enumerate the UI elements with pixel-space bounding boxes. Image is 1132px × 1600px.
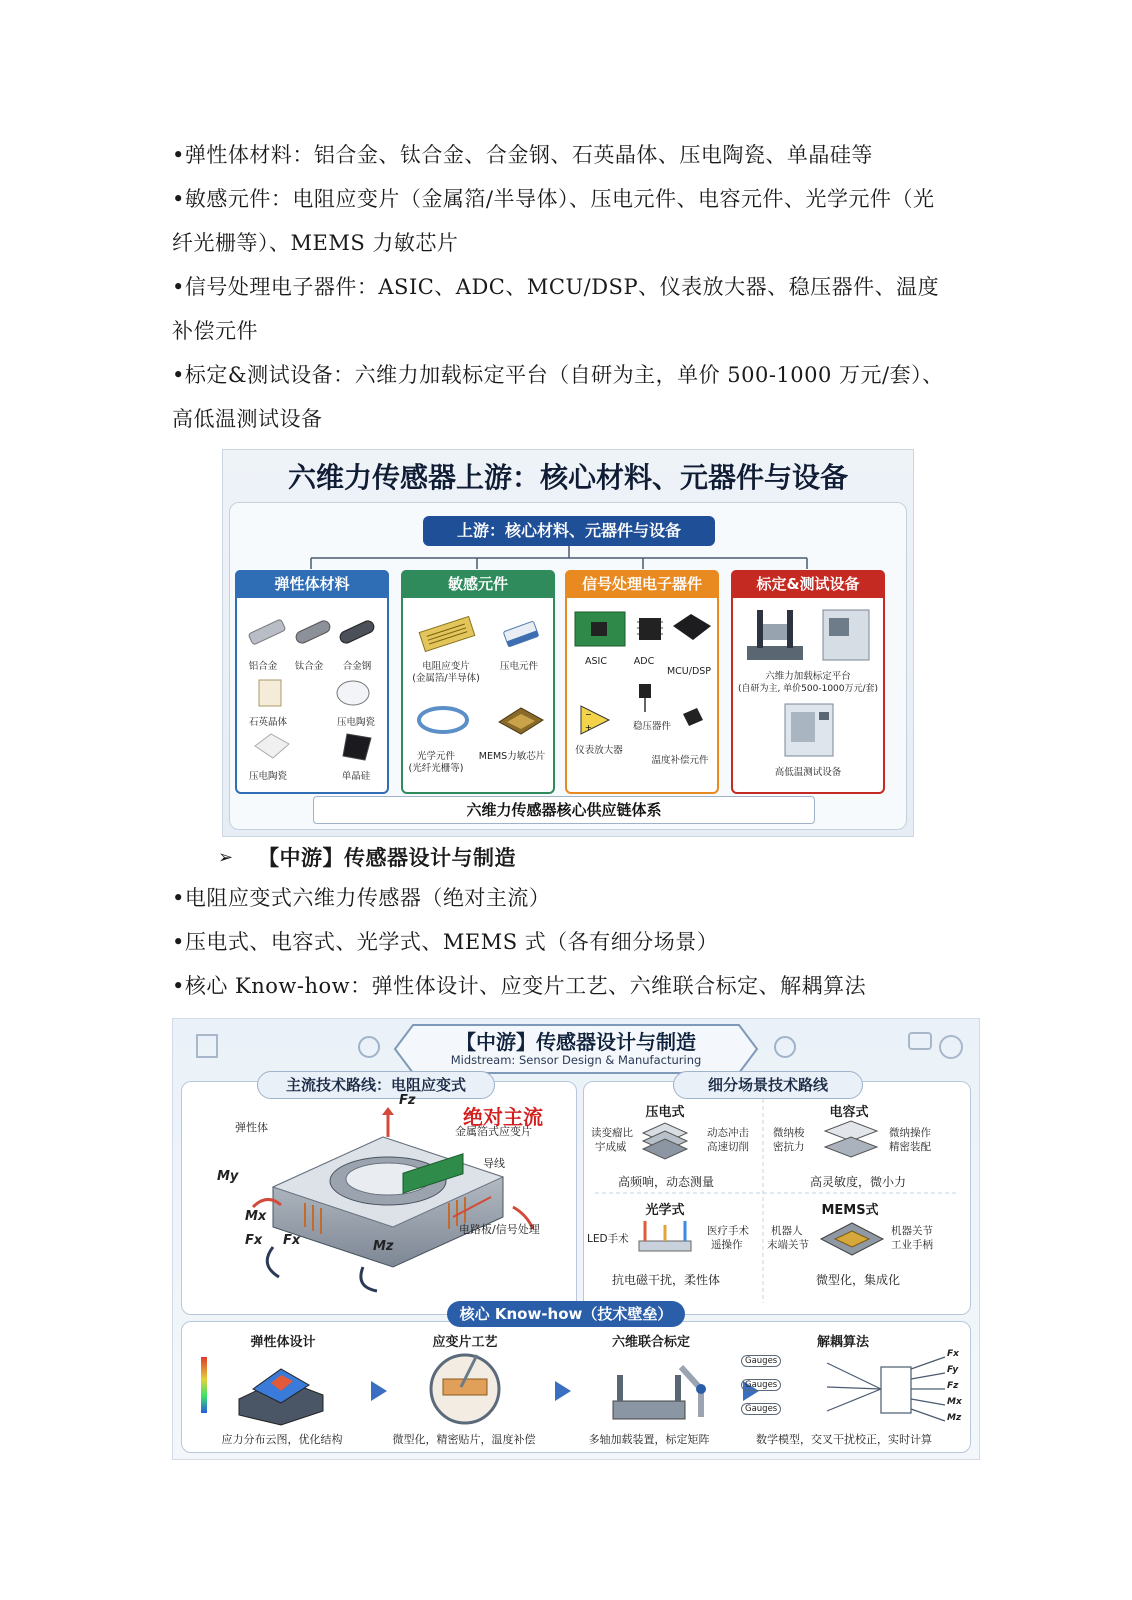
metal-rods-icon <box>245 612 381 652</box>
fig2-title: 【中游】传感器设计与制造 <box>456 1030 696 1054</box>
col-elastic-title: 弹性体材料 <box>235 570 389 598</box>
knowhow-step-name: 解耦算法 <box>816 1335 869 1350</box>
label-mx: Mx <box>245 1209 267 1224</box>
col-sensing-title: 敏感元件 <box>401 570 555 598</box>
optical-name: 光学式 <box>645 1203 685 1218</box>
calibration-platform-icon <box>743 606 877 664</box>
label-mz: Mz <box>373 1239 394 1254</box>
cap-right1: 微纳操作 <box>889 1127 931 1139</box>
cap-note: 高灵敏度，微小力 <box>809 1175 906 1189</box>
fig2-subtitle: Midstream: Sensor Design & Manufacturing <box>450 1053 702 1067</box>
chips-icon <box>573 608 713 652</box>
label-fx: Fx <box>245 1233 263 1248</box>
optical-right1: 医疗手术 <box>707 1225 749 1237</box>
col-elastic <box>235 570 389 794</box>
mainstream-highlight: 绝对主流 <box>463 1105 543 1129</box>
mems-left1: 机器人 <box>771 1225 803 1237</box>
cap-name: 电容式 <box>829 1105 869 1120</box>
output-label: Fz <box>947 1381 959 1391</box>
crystal-icon <box>257 676 377 712</box>
piezo-right2: 高速切削 <box>707 1141 749 1153</box>
midstream-figure <box>172 1018 980 1460</box>
fig1-bottom-label: 六维力传感器核心供应链体系 <box>313 796 815 824</box>
mems-left2: 末端关节 <box>767 1239 809 1251</box>
upstream-item-signal: •信号处理电子器件：ASIC、ADC、MCU/DSP、仪表放大器、稳压器件、温度 <box>172 275 940 299</box>
upstream-item-calib-cont: 高低温测试设备 <box>172 407 323 431</box>
label-fy: Fx <box>283 1233 301 1248</box>
knowhow-illustrations <box>181 1349 969 1429</box>
knowhow-step-name: 六维联合标定 <box>611 1335 690 1350</box>
output-label: Mx <box>947 1397 962 1407</box>
label-fz: Fz <box>399 1093 416 1108</box>
upstream-item-sensing: •敏感元件：电阻应变片（金属箔/半导体）、压电元件、电容元件、光学元件（光 <box>172 187 935 211</box>
svg-text:+: + <box>585 723 592 732</box>
midstream-item: •电阻应变式六维力传感器（绝对主流） <box>172 886 551 910</box>
optical-note: 抗电磁干扰，柔性体 <box>611 1273 720 1287</box>
upstream-figure <box>222 449 914 837</box>
label-wire: 导线 <box>483 1157 505 1170</box>
svg-text:−: − <box>585 710 592 719</box>
optical-right2: 遥操作 <box>711 1239 743 1251</box>
mems-right2: 工业手柄 <box>891 1239 933 1251</box>
midstream-item: •压电式、电容式、光学式、MEMS 式（各有细分场景） <box>172 930 719 954</box>
sensing-item: MEMS力敏芯片 <box>478 751 546 762</box>
sensing-item: (光纤光栅等) <box>408 763 464 774</box>
fig1-top-label: 上游：核心材料、元器件与设备 <box>423 516 715 546</box>
gauge-label: Gauges <box>741 1403 781 1415</box>
label-pcb: 电路板/信号处理 <box>459 1223 540 1236</box>
col-signal <box>565 570 719 794</box>
knowhow-step-name: 应变片工艺 <box>432 1335 498 1350</box>
fiber-mems-icon <box>413 696 547 746</box>
signal-item: 温度补偿元件 <box>651 755 709 766</box>
col-calib-title: 标定&测试设备 <box>731 570 885 598</box>
elastic-item: 单晶硅 <box>341 771 371 782</box>
knowhow-title: 核心 Know-how（技术壁垒） <box>447 1301 685 1327</box>
output-label: Mz <box>947 1413 962 1423</box>
output-label: Fx <box>947 1349 959 1359</box>
signal-item: ADC <box>633 656 655 667</box>
midstream-bullet-icon: ➢ <box>218 847 234 868</box>
segment-panel-title: 细分场景技术路线 <box>673 1071 863 1099</box>
signal-item: 仪表放大器 <box>575 745 623 756</box>
elastic-item: 压电陶瓷 <box>336 717 375 728</box>
wafer-icon <box>251 730 375 764</box>
upstream-item-calib: •标定&测试设备：六维力加载标定平台（自研为主，单价 500-1000 万元/套）、 <box>172 363 944 387</box>
col-signal-title: 信号处理电子器件 <box>565 570 719 598</box>
upstream-item-elastic: •弹性体材料：铝合金、钛合金、合金钢、石英晶体、压电陶瓷、单晶硅等 <box>172 143 873 167</box>
col-calib <box>731 570 885 794</box>
strain-gauge-icon <box>413 610 547 656</box>
piezo-name: 压电式 <box>645 1105 685 1120</box>
piezo-left2: 宇成威 <box>595 1141 627 1153</box>
knowhow-step-note: 微型化，精密贴片，温度补偿 <box>392 1433 536 1446</box>
cap-left2: 密抗力 <box>773 1141 805 1153</box>
elastic-item: 钛合金 <box>294 661 324 672</box>
mems-note: 微型化，集成化 <box>815 1273 900 1287</box>
mems-name: MEMS式 <box>821 1203 879 1218</box>
calib-item: 六维力加载标定平台 <box>765 671 851 682</box>
piezo-right1: 动态冲击 <box>707 1127 749 1139</box>
signal-item: ASIC <box>585 656 607 667</box>
knowhow-step-note: 应力分布云图，优化结构 <box>221 1433 343 1446</box>
signal-item: 稳压器件 <box>632 721 671 732</box>
gauge-label: Gauges <box>741 1355 781 1367</box>
sensing-item: 压电元件 <box>499 661 538 672</box>
cap-left1: 微纳梭 <box>773 1127 805 1139</box>
col-sensing <box>401 570 555 794</box>
mems-right1: 机器关节 <box>891 1225 933 1237</box>
sensing-item: (金属箔/半导体) <box>412 673 480 684</box>
mainstream-panel-title: 主流技术路线：电阻应变式 <box>257 1071 495 1099</box>
knowhow-step-note: 多轴加载装置，标定矩阵 <box>588 1433 710 1446</box>
elastic-item: 铝合金 <box>248 661 278 672</box>
label-foil: 金属箔式应变片 <box>455 1125 532 1138</box>
output-label: Fy <box>947 1365 959 1375</box>
sensing-item: 电阻应变片 <box>422 661 470 672</box>
optical-left1: LED手术 <box>587 1233 629 1245</box>
calib-item: (自研为主, 单价500-1000万元/套) <box>737 684 879 694</box>
label-elastic: 弹性体 <box>235 1121 268 1134</box>
label-my: My <box>217 1169 239 1184</box>
midstream-heading: 【中游】传感器设计与制造 <box>258 845 516 870</box>
signal-item: MCU/DSP <box>666 666 712 677</box>
upstream-item-sensing-cont: 纤光栅等）、MEMS 力敏芯片 <box>172 231 459 255</box>
thermal-chamber-icon <box>779 700 839 760</box>
fig1-title: 六维力传感器上游：核心材料、元器件与设备 <box>287 461 848 494</box>
elastic-item: 石英晶体 <box>248 717 287 728</box>
calib-item: 高低温测试设备 <box>774 767 842 778</box>
sensing-item: 光学元件 <box>416 751 455 762</box>
gauge-label: Gauges <box>741 1379 781 1391</box>
elastic-item: 合金钢 <box>342 661 372 672</box>
elastic-item: 压电陶瓷 <box>248 771 287 782</box>
midstream-item: •核心 Know-how：弹性体设计、应变片工艺、六维联合标定、解耦算法 <box>172 974 867 998</box>
knowhow-step-name: 弹性体设计 <box>250 1335 316 1350</box>
upstream-item-signal-cont: 补偿元件 <box>172 319 258 343</box>
segment-dividers <box>583 1081 969 1313</box>
piezo-note: 高频响，动态测量 <box>617 1175 714 1189</box>
cap-right2: 精密装配 <box>889 1141 931 1153</box>
piezo-left1: 读变瘤比 <box>591 1127 633 1139</box>
knowhow-step-note: 数学模型，交叉干扰校正，实时计算 <box>756 1433 932 1446</box>
